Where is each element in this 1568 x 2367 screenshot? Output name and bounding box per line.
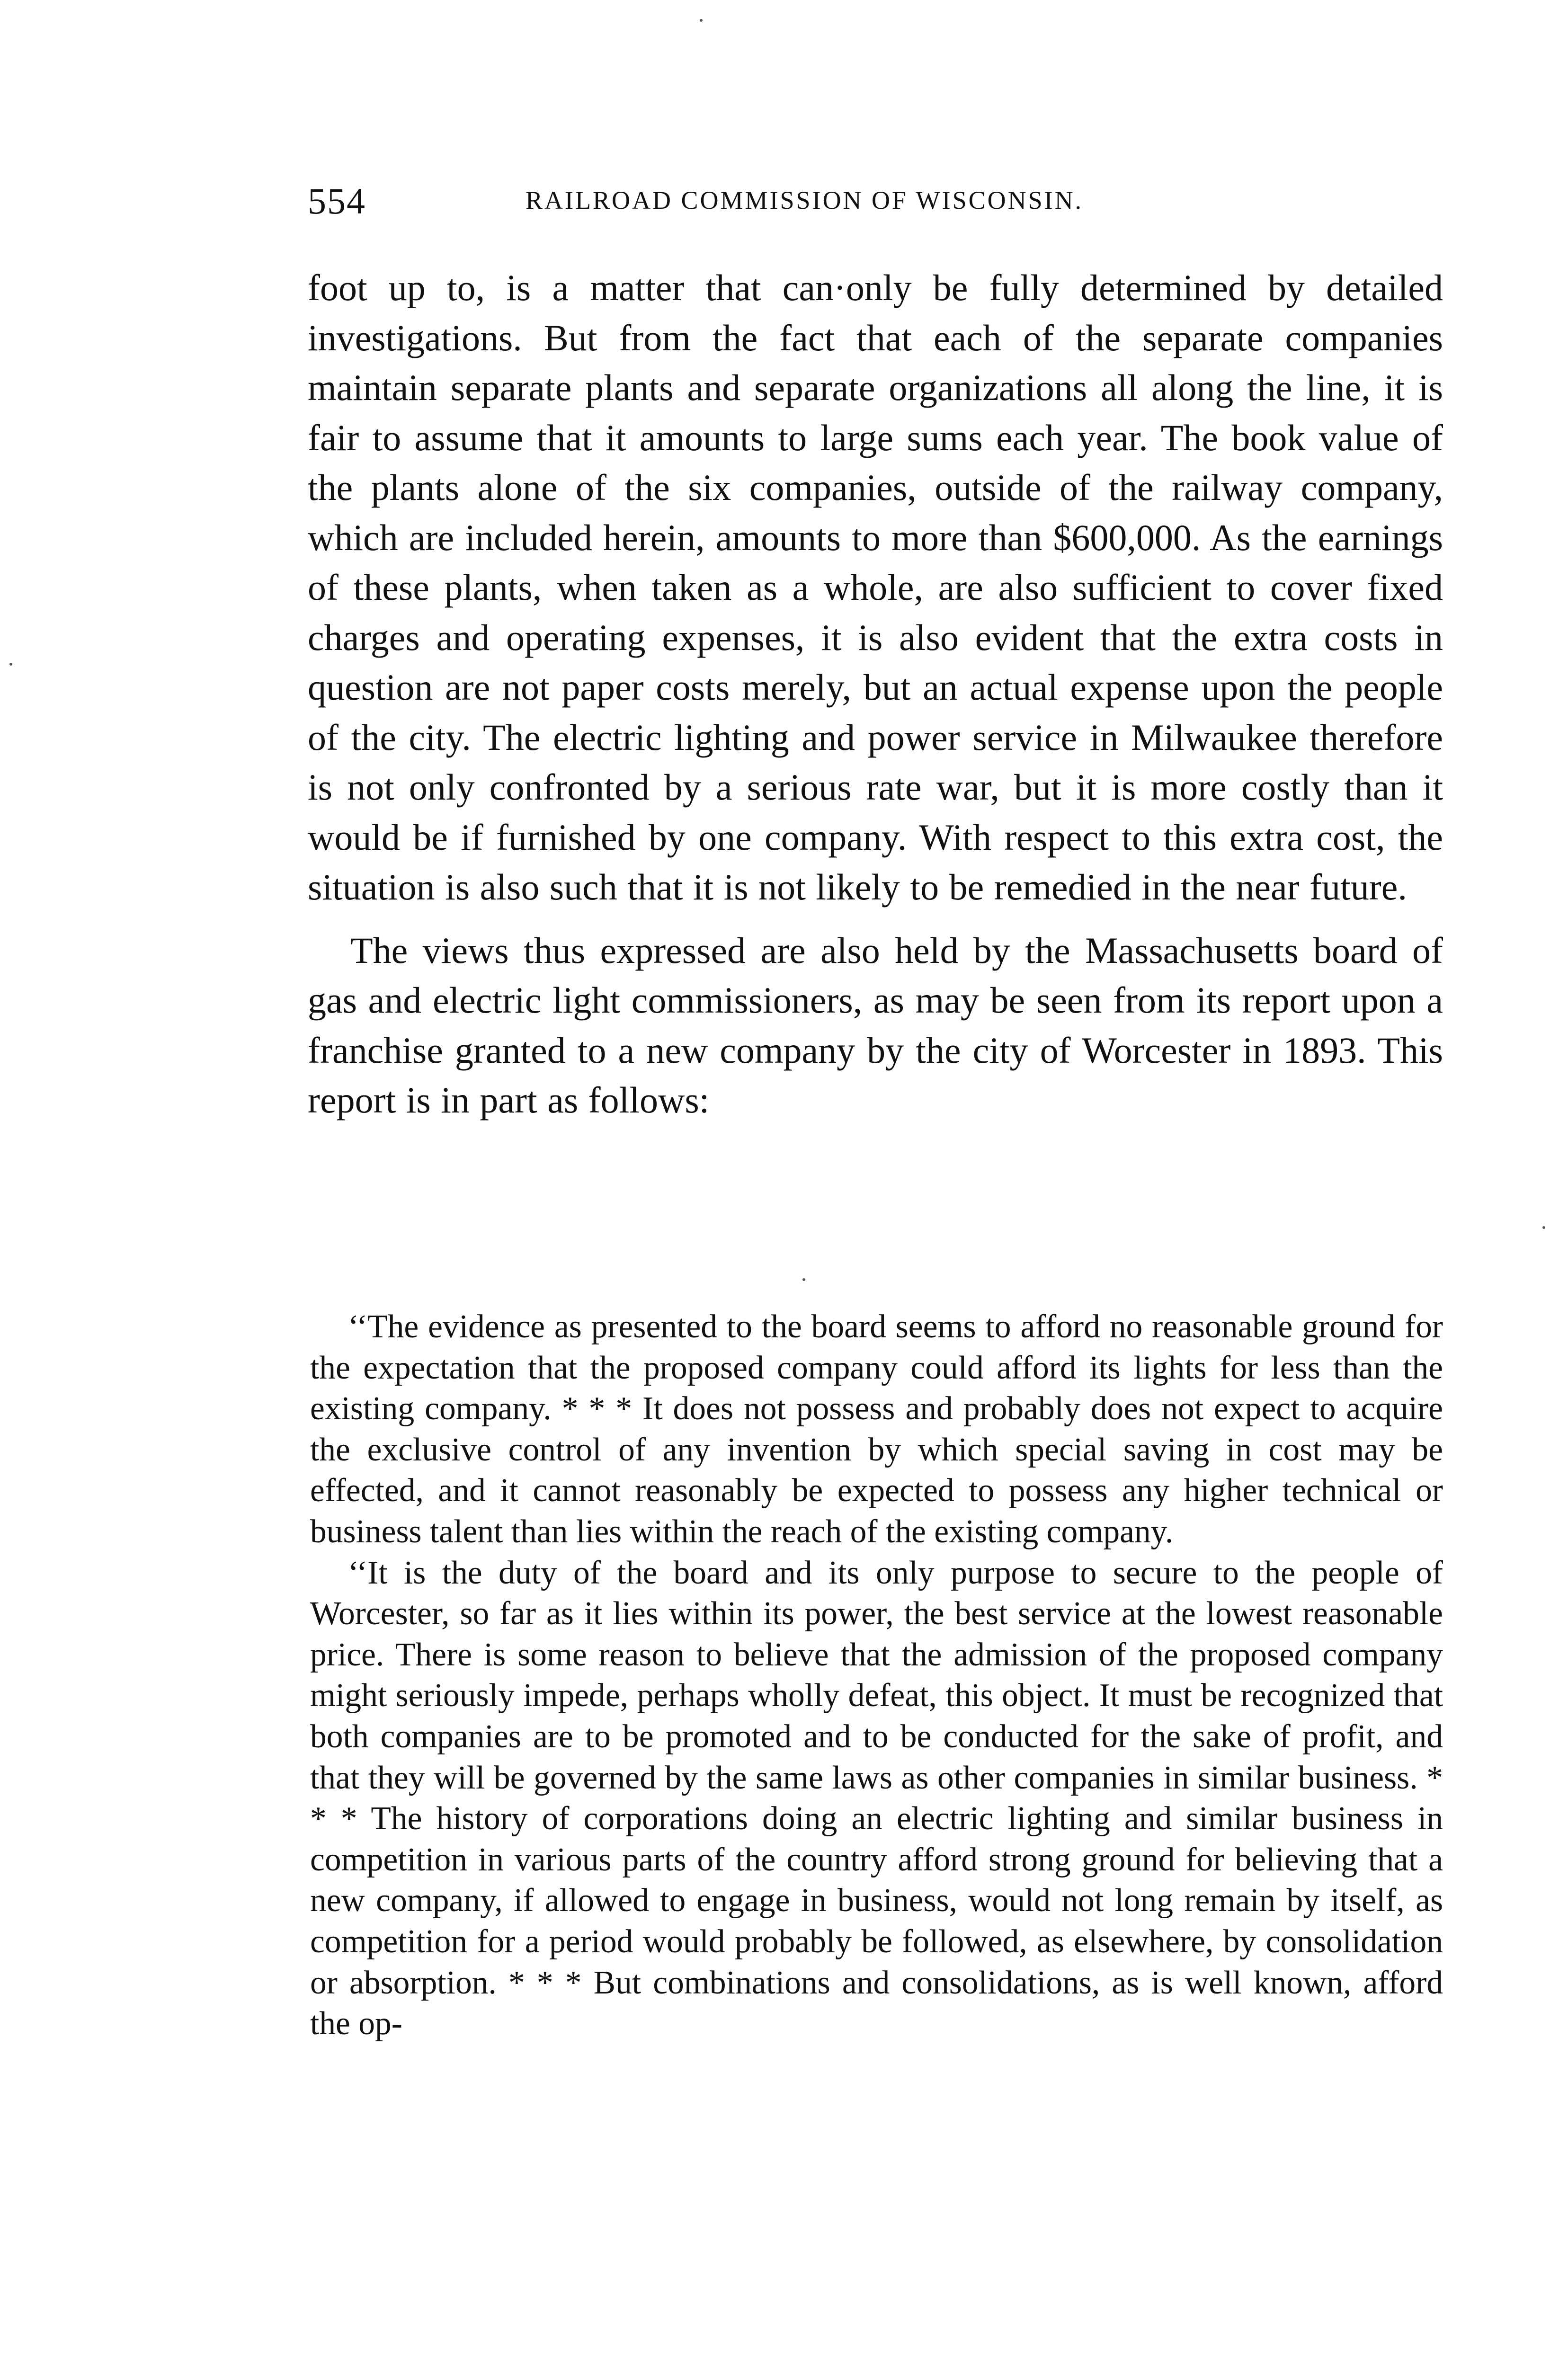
scan-speck [802,1278,805,1281]
scan-speck [1542,1226,1545,1229]
page-number: 554 [308,180,366,222]
scan-speck [700,19,703,22]
page-header [308,180,1444,232]
running-head: RAILROAD COMMISSION OF WISCONSIN. [526,186,1084,214]
scan-speck [9,663,12,666]
body-paragraph: foot up to, is a matter that can·only be fully determined by detailed investigations. But from the fact that each of the separate companies maintain separate plants and separate organizations all along the line, it is fair to assume that it amounts to large sums each year. The book value of the plants alone of the six companies, outside of the railway company, which are included herein, amounts to more than $600,000. As the earnings of these plants, when taken as a whole, are also sufficient to cover fixed charges and operating expenses, it is also evident that the extra costs in question are not paper costs merely, but an actual expense upon the people of the city. The electric lighting and power service in Milwaukee therefore is not only confronted by a serious rate war, but it is more costly than it would be if furnished by one company. With respect to this extra cost, the situation is also such that it is not likely to be remedied in the near future. [308,267,1443,908]
quote-paragraph: ‘‘It is the duty of the board and its only purpose to secure to the people of Worcester, so far as it lies within its power, the best service at the lowest reasonable price. There is some reason to believe that the admission of the proposed company might seriously impede, perhaps wholly defeat, this object. It must be recognized that both companies are to be promoted and to be conducted for the sake of profit, and that they will be governed by the same laws as other companies in similar business. * * * The history of corporations doing an electric lighting and similar business in competition in various parts of the country afford strong ground for believing that a new company, if allowed to engage in business, would not long remain by itself, as competition for a period would probably be followed, as elsewhere, by consolidation or absorption. * * * But combinations and consolidations, as is well known, afford the op- [310,1554,1443,2042]
block-quote [310,1307,1443,2045]
body-paragraph: The views thus expressed are also held by the Massachusetts board of gas and electric light commissioners, as may be seen from its report upon a franchise granted to a new company by the city of Worcester in 1893. This report is in part as follows: [308,929,1443,1121]
quote-paragraph: ‘‘The evidence as presented to the board seems to afford no reasonable ground for the expectation that the proposed company could afford its lights for less than the existing company. * * * It does not possess and probably does not expect to acquire the exclusive control of any invention by which special saving in cost may be effected, and it cannot reasonably be expected to possess any higher technical or business talent than lies within the reach of the existing company. [310,1308,1443,1550]
body-text [308,263,1443,1125]
